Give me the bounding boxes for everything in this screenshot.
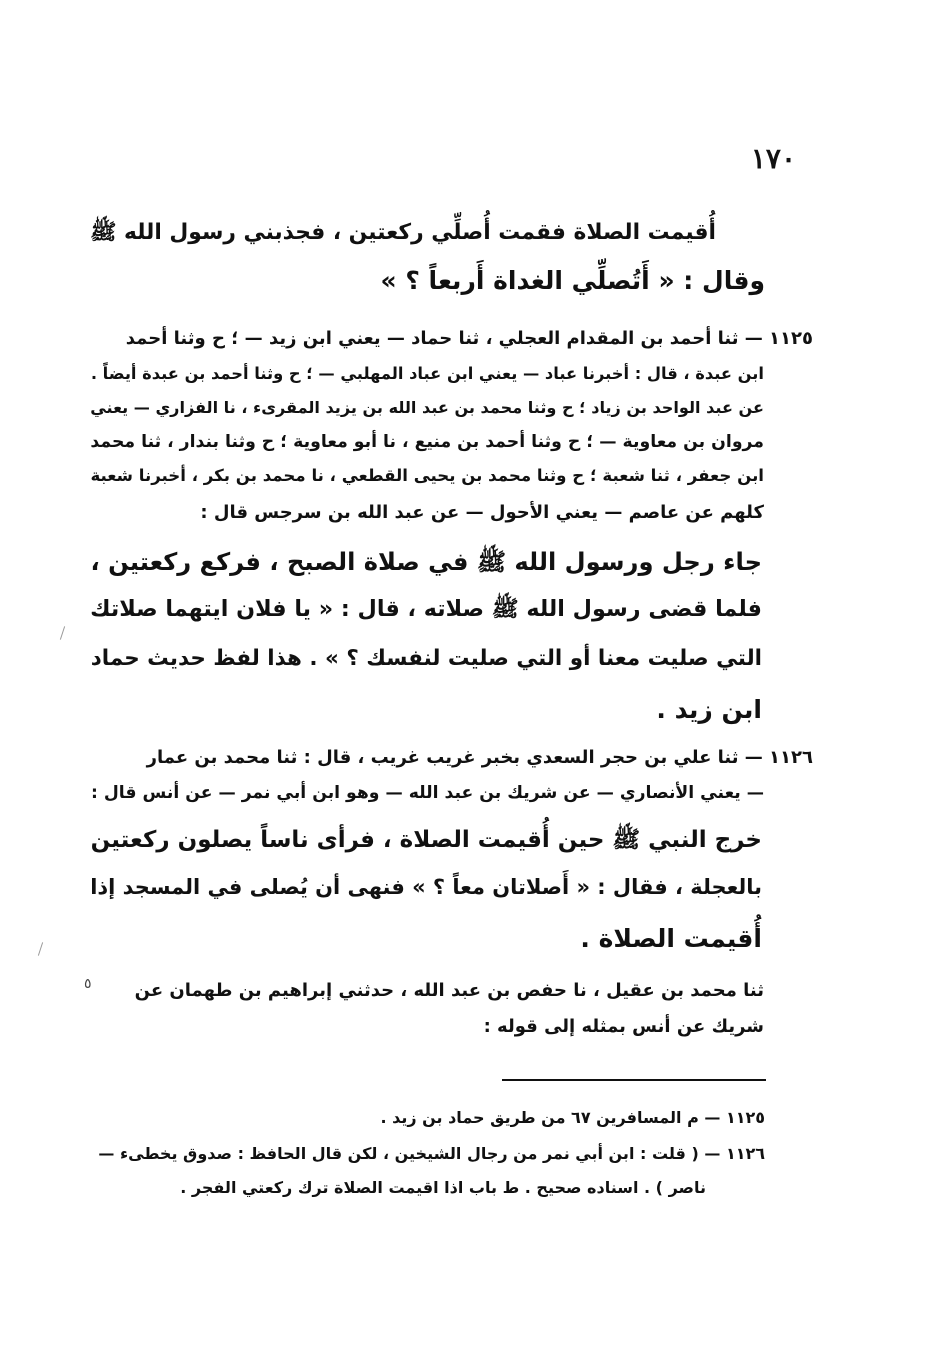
isnad-1125-line-2: ابن عبدة ، قال : أخبرنا عباد — يعني ابن عباد المهلبي — ؛ ح وثنا أحمد بن عبدة أيضاً .: [90, 364, 764, 383]
isnad-1126-line-1: ١١٢٦ — ثنا علي بن حجر السعدي بخبر غريب غريب ، قال : ثنا محمد بن عمار: [146, 747, 813, 768]
footnote-1125: ١١٢٥ — م المسافرين ٦٧ من طريق حماد بن زيد .: [380, 1108, 765, 1127]
isnad-1125-line-5: ابن جعفر ، ثنا شعبة ؛ ح وثنا محمد بن يحيى القطعي ، نا محمد بن بكر ، أخبرنا شعبة: [90, 466, 764, 485]
hadith-2-line-4: ابن زيد .: [656, 695, 762, 724]
scan-speck: [60, 626, 65, 640]
hadith-2-line-2: فلما قضى رسول الله ﷺ صلاته ، قال : « يا فلان ايتهما صلاتك: [90, 596, 762, 622]
hadith-1-line-2: وقال : « أَتُصلِّي الغداة أَربعاً ؟ »: [380, 266, 765, 295]
footnote-1126-line-2: ناصر ) . اسناده صحيح . ط باب اذا اقيمت الصلاة ترك ركعتي الفجر .: [180, 1178, 706, 1197]
isnad-1126-line-2: — يعني الأنصاري — عن شريك بن عبد الله — وهو ابن أبي نمر — عن أنس قال :: [90, 783, 764, 803]
margin-mark: ٥: [84, 976, 92, 992]
hadith-2-line-1: جاء رجل ورسول الله ﷺ في صلاة الصبح ، فركع ركعتين ،: [90, 548, 762, 576]
hadith-3-line-1: خرج النبي ﷺ حين أُقيمت الصلاة ، فرأى ناساً يصلون ركعتين: [90, 827, 762, 853]
isnad-1125-line-6: كلهم عن عاصم — يعني الأحول — عن عبد الله بن سرجس قال :: [200, 502, 764, 523]
hadith-3-line-2: بالعجلة ، فقال : « أَصلاتان معاً ؟ » فنهى أن يُصلى في المسجد إذا: [90, 875, 762, 899]
isnad-3-line-1: ثنا محمد بن عقيل ، نا حفص بن عبد الله ، حدثني إبراهيم بن طهمان عن: [134, 980, 764, 1001]
isnad-1125-line-1: ١١٢٥ — ثنا أحمد بن المقدام العجلي ، ثنا حماد — يعني ابن زيد — ؛ ح وثنا أحمد: [125, 328, 813, 349]
isnad-1125-line-4: مروان بن معاوية — ؛ ح وثنا أحمد بن منيع ، نا أبو معاوية ؛ ح وثنا بندار ، ثنا محمد: [90, 432, 764, 452]
footnote-1126-line-1: ١١٢٦ — ( قلت : ابن أبي نمر من رجال الشيخين ، لكن قال الحافظ : صدوق يخطىء —: [98, 1144, 765, 1163]
hadith-3-line-3: أُقيمت الصلاة .: [580, 924, 762, 953]
hadith-1-line-1: أُقيمت الصلاة فقمت أُصلِّي ركعتين ، فجذبني رسول الله ﷺ: [90, 220, 716, 245]
scan-speck: [38, 942, 43, 956]
page-number: ١٧٠: [750, 142, 796, 175]
isnad-3-line-2: شريك عن أنس بمثله إلى قوله :: [483, 1016, 764, 1037]
hadith-2-line-3: التي صليت معنا أو التي صليت لنفسك ؟ » . هذا لفظ حديث حماد: [90, 646, 762, 671]
footnote-rule: [502, 1079, 766, 1081]
isnad-1125-line-3: عن عبد الواحد بن زياد ؛ ح وثنا محمد بن عبد الله بن يزيد المقرىء ، نا الفزاري — يعني: [90, 398, 764, 417]
